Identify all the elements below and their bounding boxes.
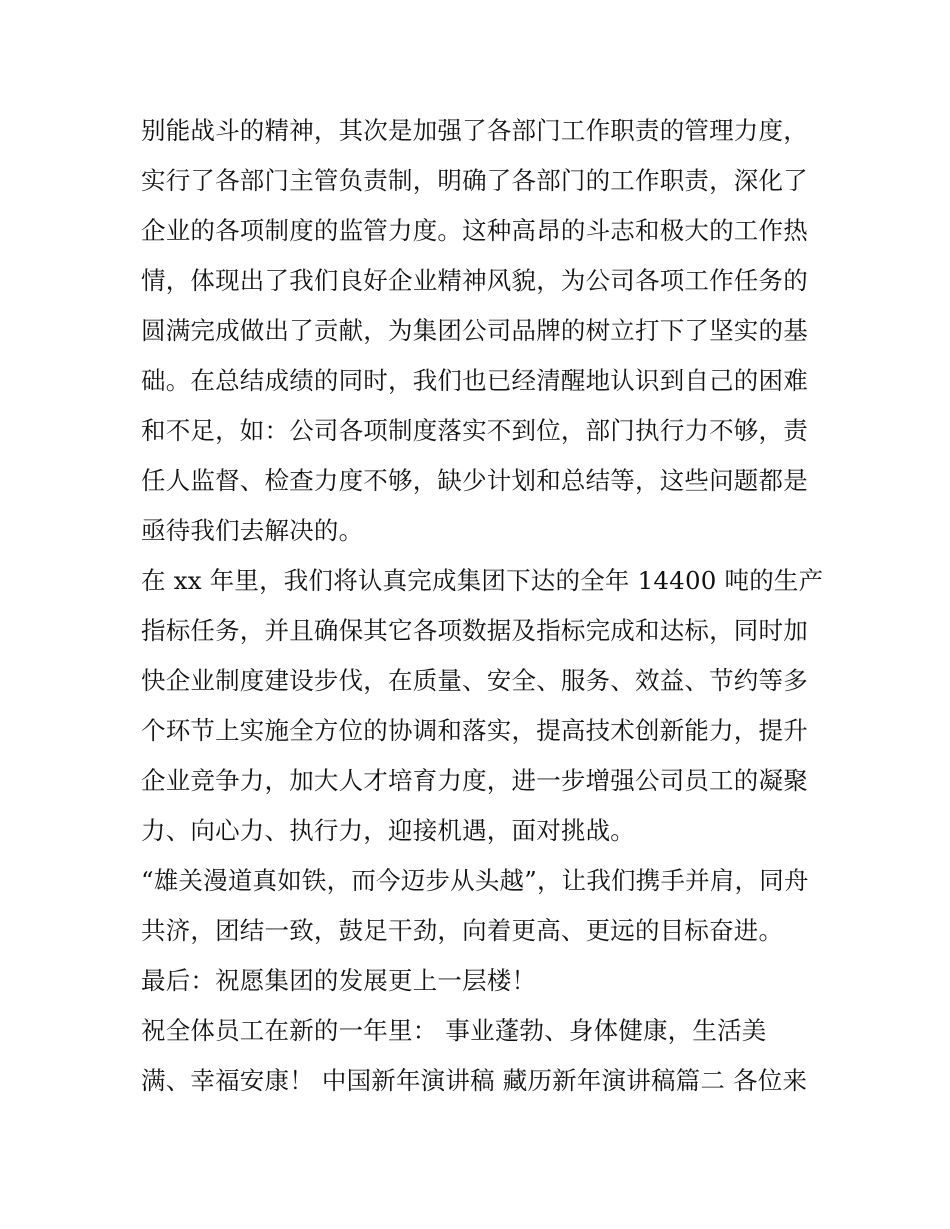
text-line: 实行了各部门主管负责制，明确了各部门的工作职责，深化了 xyxy=(141,166,808,195)
text-line: 圆满完成做出了贡献，为集团公司品牌的树立打下了坚实的基 xyxy=(141,316,808,345)
text-line: 亟待我们去解决的。 xyxy=(141,516,364,545)
text-line: 任人监督、检查力度不够，缺少计划和总结等，这些问题都是 xyxy=(141,466,808,495)
text-line: 力、向心力、执行力，迎接机遇，面对挑战。 xyxy=(141,816,635,845)
text-line: 指标任务，并且确保其它各项数据及指标完成和达标，同时加 xyxy=(141,616,808,645)
text-line: 情，体现出了我们良好企业精神风貌，为公司各项工作任务的 xyxy=(141,266,808,295)
text-line: 祝全体员工在新的一年里： 事业蓬勃、身体健康，生活美 xyxy=(141,1016,767,1045)
text-line: 满、幸福安康！ 中国新年演讲稿 藏历新年演讲稿篇二 各位来 xyxy=(141,1066,808,1095)
text-line: 企业的各项制度的监管力度。这种高昂的斗志和极大的工作热 xyxy=(141,216,808,245)
text-line: “雄关漫道真如铁，而今迈步从头越”，让我们携手并肩，同舟 xyxy=(141,866,809,895)
text-line: 企业竞争力，加大人才培育力度，进一步增强公司员工的凝聚 xyxy=(141,766,808,795)
text-line: 快企业制度建设步伐，在质量、安全、服务、效益、节约等多 xyxy=(141,666,808,695)
text-line: 和不足，如：公司各项制度落实不到位，部门执行力不够，责 xyxy=(141,416,808,445)
text-line: 共济，团结一致，鼓足干劲，向着更高、更远的目标奋进。 xyxy=(141,916,784,945)
text-line: 在 xx 年里，我们将认真完成集团下达的全年 14400 吨的生产 xyxy=(141,566,824,595)
text-line: 最后：祝愿集团的发展更上一层楼！ xyxy=(141,966,537,995)
document-body xyxy=(141,106,824,1106)
text-line: 别能战斗的精神，其次是加强了各部门工作职责的管理力度， xyxy=(141,116,808,145)
text-line: 础。在总结成绩的同时，我们也已经清醒地认识到自己的困难 xyxy=(141,366,808,395)
text-line: 个环节上实施全方位的协调和落实，提高技术创新能力，提升 xyxy=(141,716,808,745)
